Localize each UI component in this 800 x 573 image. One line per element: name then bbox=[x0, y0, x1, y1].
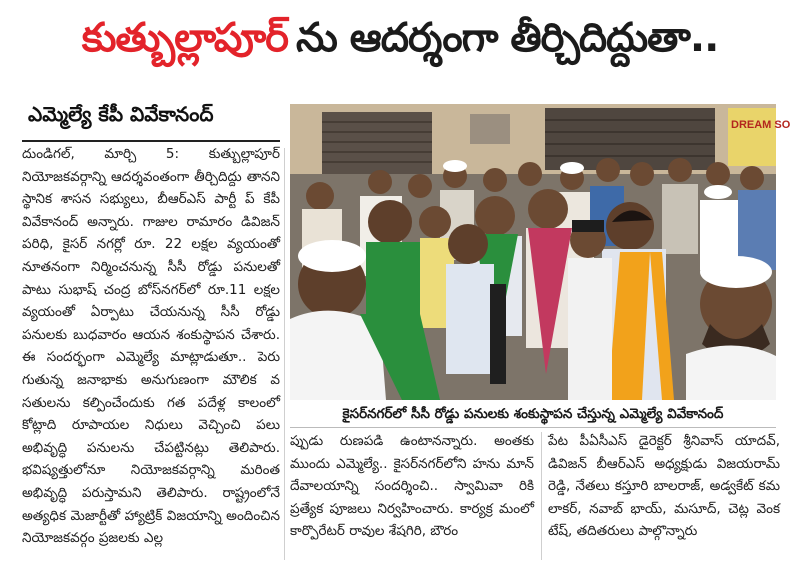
column-divider-1 bbox=[284, 148, 285, 560]
news-photo bbox=[290, 104, 791, 400]
headline-dark-part: ను ఆదర్శంగా తీర్చిదిద్దుతా.. bbox=[295, 15, 719, 61]
subhead-byline: ఎమ్మెల్యే కేపీ వివేకానంద్ bbox=[28, 101, 214, 126]
headline bbox=[0, 8, 800, 78]
shop-sign-text: DREAM SO bbox=[731, 119, 791, 131]
caption-rule bbox=[290, 427, 776, 428]
photo-caption: కైసర్‌నగర్‌లో సీసీ రోడ్డు పనులకు శంకుస్థాపన చేస్తున్న ఎమ్మెల్యే వివేకానంద్ bbox=[342, 406, 724, 422]
article-column-3: పేట పీఏసీఎస్ డైరెక్టర్ శ్రీనివాస్ యాదవ్, డివిజన్ బీఆర్ఎస్ అధ్యక్షుడు విజయరామ్ రెడ్డి, నేతలు కస్తూరి బాలరాజ్, అడ్వకేట్ కమ లాకర్, నవాబ్ భాయ్, మసూద్, చెట్ల వెంక టేష్, తదితరులు పాల్గొన్నారు bbox=[548, 433, 780, 540]
article-column-1: దుండిగల్, మార్చి 5: కుత్బుల్లాపూర్ నియోజకవర్గాన్ని ఆదర్శవంతంగా తీర్చిదిద్దు తానని స్థానిక శాసన సభ్యులు, బీఆర్ఎస్ పార్టీ ప్ కేపీ వివేకానంద్ అన్నారు. గాజుల రామారం డివిజన్ పరిధి, కైసర్ నగర్లో రూ. 22 లక్షల వ్యయంతో నూతనంగా నిర్మించనున్న సీసీ రోడ్డు పనులతో పాటు సుభాష్ చంద్ర బోస్‌నగర్‌లో రూ.11 లక్షల వ్యయంతో ఏర్పాటు చేయనున్న సీసీ రోడ్డు పనులకు బుధవారం ఆయన శంకుస్థాపన చేశారు. ఈ సందర్భంగా ఎమ్మెల్యే మాట్లాడుతూ.. పెరు గుతున్న జనాభాకు అనుగుణంగా మౌలిక వ సతులను కల్పించేందుకు గత పదేళ్ల కాలంలో కోట్లాది రూపాయల నిధులు వెచ్చించి పలు అభివృద్ధి పనులను చేపట్టినట్లు తెలిపారు. భవిష్యత్తులోనూ నియోజకవర్గాన్ని మరింత అభివృద్ధి పరుస్తామని తెలిపారు. రాష్ట్రంలోనే అత్యధిక మెజార్టీతో హ్యాట్రిక్ విజయాన్ని అందించిన నియోజకవర్గం ప్రజలకు ఎల్ల bbox=[22, 146, 280, 547]
subhead-rule bbox=[22, 140, 280, 142]
headline-red-part: కుత్బుల్లాపూర్ bbox=[81, 15, 288, 61]
article-column-2: ప్పుడు రుణపడి ఉంటానన్నారు. అంతకు ముందు ఎమ్మెల్యే.. కైసర్‌నగర్‌లోని హను మాన్ దేవాలయాన్ని సందర్శించి.. స్వామివా రికి ప్రత్యేక పూజలు నిర్వహించారు. కార్యక్ర మంలో కార్పొరేటర్ రావుల శేషగిరి, బౌరం bbox=[290, 433, 534, 540]
column-divider-2 bbox=[541, 432, 542, 560]
crowd-illustration bbox=[290, 104, 791, 400]
